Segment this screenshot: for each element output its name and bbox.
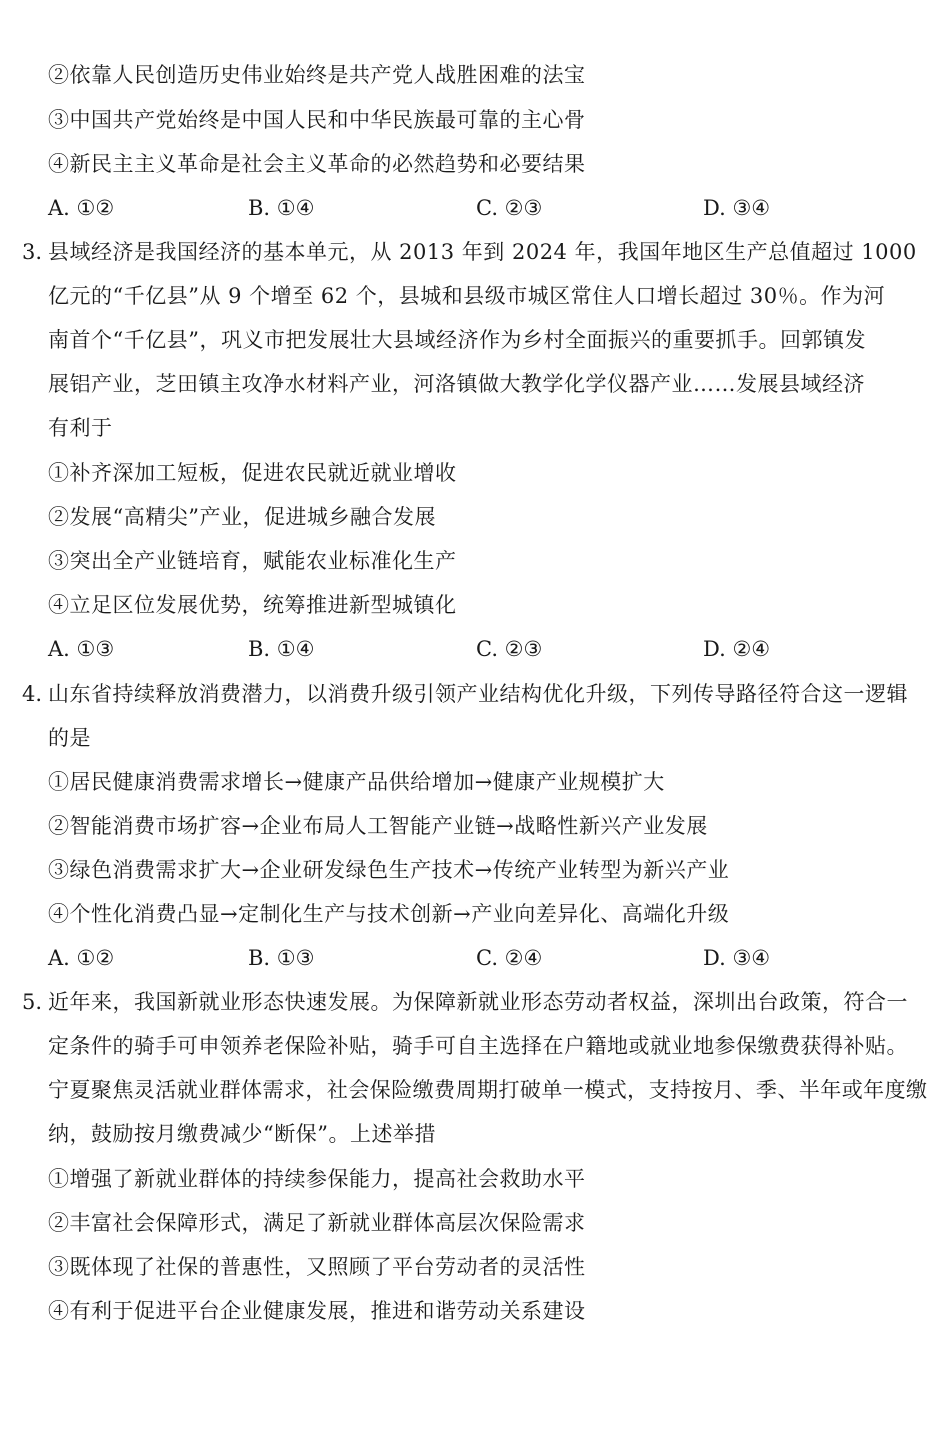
- q4-option-b: B. ①③: [248, 946, 315, 970]
- q4-item-1: ①居民健康消费需求增长→健康产品供给增加→健康产业规模扩大: [48, 770, 665, 794]
- q2-item-4: ④新民主主义革命是社会主义革命的必然趋势和必要结果: [48, 152, 586, 176]
- q3-item-1: ①补齐深加工短板，促进农民就近就业增收: [48, 461, 457, 485]
- q4-item-2: ②智能消费市场扩容→企业布局人工智能产业链→战略性新兴产业发展: [48, 814, 708, 838]
- q2-options: [48, 193, 928, 223]
- q3-item-3: ③突出全产业链培育，赋能农业标准化生产: [48, 549, 457, 573]
- q2-option-c: C. ②③: [476, 196, 543, 220]
- q4-stem-line-1: 山东省持续释放消费潜力，以消费升级引领产业结构优化升级，下列传导路径符合这一逻辑: [48, 682, 908, 706]
- q2-option-d: D. ③④: [703, 196, 771, 220]
- q3-option-d: D. ②④: [703, 637, 771, 661]
- q3-option-b: B. ①④: [248, 637, 315, 661]
- q3-item-4: ④立足区位发展优势，统筹推进新型城镇化: [48, 593, 457, 617]
- q3-stem-line-2: 亿元的“千亿县”从 9 个增至 62 个，县城和县级市城区常住人口增长超过 30％。作为河: [48, 284, 886, 308]
- q5-item-2: ②丰富社会保障形式，满足了新就业群体高层次保险需求: [48, 1211, 586, 1235]
- q3-number: 3.: [22, 240, 43, 264]
- q4-item-3: ③绿色消费需求扩大→企业研发绿色生产技术→传统产业转型为新兴产业: [48, 858, 730, 882]
- q3-stem-line-5: 有利于: [48, 416, 113, 440]
- q5-stem-line-2: 定条件的骑手可申领养老保险补贴，骑手可自主选择在户籍地或就业地参保缴费获得补贴。: [48, 1034, 908, 1058]
- q4-option-d: D. ③④: [703, 946, 771, 970]
- q4-options: [48, 943, 928, 973]
- q5-number: 5.: [22, 990, 43, 1014]
- q5-stem-line-1: 近年来，我国新就业形态快速发展。为保障新就业形态劳动者权益，深圳出台政策，符合一: [48, 990, 908, 1014]
- q3-options: [48, 634, 928, 664]
- q3-option-a: A. ①③: [48, 637, 115, 661]
- q3-stem-line-4: 展铝产业，芝田镇主攻净水材料产业，河洛镇做大教学化学仪器产业……发展县域经济: [48, 372, 865, 396]
- q4-option-a: A. ①②: [48, 946, 115, 970]
- q4-stem-line-2: 的是: [48, 726, 91, 750]
- q5-item-3: ③既体现了社保的普惠性，又照顾了平台劳动者的灵活性: [48, 1255, 586, 1279]
- q3-option-c: C. ②③: [476, 637, 543, 661]
- q5-item-1: ①增强了新就业群体的持续参保能力，提高社会救助水平: [48, 1167, 586, 1191]
- q3-stem-line-1: 县域经济是我国经济的基本单元，从 2013 年到 2024 年，我国年地区生产总值超过 1000: [48, 240, 917, 264]
- q4-option-c: C. ②④: [476, 946, 543, 970]
- q4-item-4: ④个性化消费凸显→定制化生产与技术创新→产业向差异化、高端化升级: [48, 902, 730, 926]
- q3-stem-line-3: 南首个“千亿县”，巩义市把发展壮大县域经济作为乡村全面振兴的重要抓手。回郭镇发: [48, 328, 866, 352]
- q5-item-4: ④有利于促进平台企业健康发展，推进和谐劳动关系建设: [48, 1299, 586, 1323]
- q2-item-3: ③中国共产党始终是中国人民和中华民族最可靠的主心骨: [48, 108, 586, 132]
- q2-item-2: ②依靠人民创造历史伟业始终是共产党人战胜困难的法宝: [48, 63, 586, 87]
- q2-option-a: A. ①②: [48, 196, 115, 220]
- q5-stem-line-3: 宁夏聚焦灵活就业群体需求，社会保险缴费周期打破单一模式，支持按月、季、半年或年度缴: [48, 1078, 928, 1102]
- q4-number: 4.: [22, 682, 43, 706]
- q3-item-2: ②发展“高精尖”产业，促进城乡融合发展: [48, 505, 436, 529]
- q5-stem-line-4: 纳，鼓励按月缴费减少“断保”。上述举措: [48, 1122, 436, 1146]
- q2-option-b: B. ①④: [248, 196, 315, 220]
